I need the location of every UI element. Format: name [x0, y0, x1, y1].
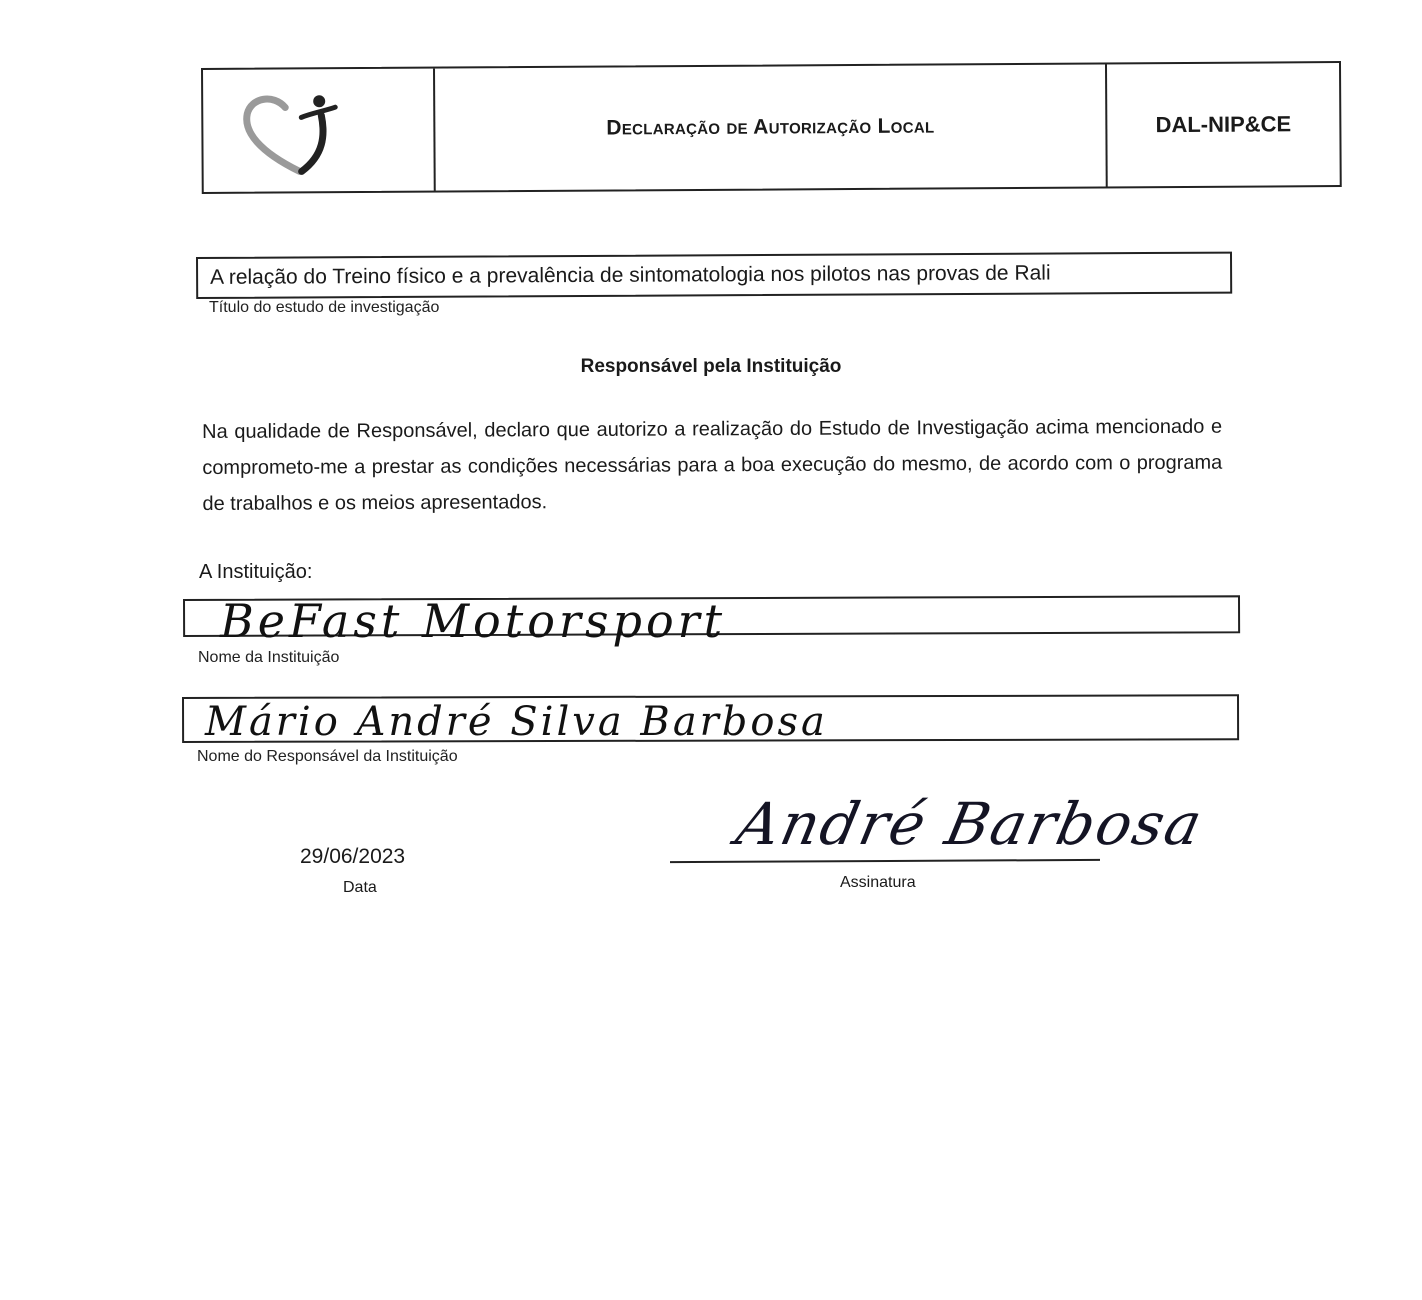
header-title-cell — [435, 64, 1108, 190]
institution-label: A Instituição: — [199, 561, 313, 583]
document-header — [201, 61, 1342, 194]
study-title-caption: Título do estudo de investigação — [209, 299, 440, 316]
institution-name-caption: Nome da Instituição — [198, 649, 340, 666]
header-logo-cell — [203, 69, 436, 192]
declaration-paragraph: Na qualidade de Responsável, declaro que autorizo a realização do Estudo de Investigação acima mencionado e comprometo-me a prestar as condições necessárias para a boa execução do mesmo, de acordo com o programa de trabalhos e os meios apresentados. — [202, 415, 1223, 515]
heart-person-logo-icon — [239, 91, 400, 180]
date-value: 29/06/2023 — [300, 845, 406, 868]
signature-line — [670, 859, 1100, 863]
header-code-cell — [1107, 63, 1340, 186]
institution-name-handwritten: BeFast Motorsport — [220, 594, 727, 648]
signature-label: Assinatura — [840, 874, 916, 891]
signature-handwritten: André Barbosa — [730, 790, 1210, 858]
responsible-name-handwritten: Mário André Silva Barbosa — [205, 699, 828, 745]
section-heading: Responsável pela Instituição — [580, 356, 842, 377]
study-title: A relação do Treino físico e a prevalência de sintomatologia nos pilotos nas provas de Rali — [210, 261, 1051, 289]
document-code: DAL-NIP&CE — [1155, 111, 1292, 138]
date-label: Data — [343, 879, 377, 896]
document-title: Declaração de Autorização Local — [606, 114, 935, 140]
study-title-box — [196, 252, 1232, 299]
responsible-name-caption: Nome do Responsável da Instituição — [197, 748, 458, 765]
